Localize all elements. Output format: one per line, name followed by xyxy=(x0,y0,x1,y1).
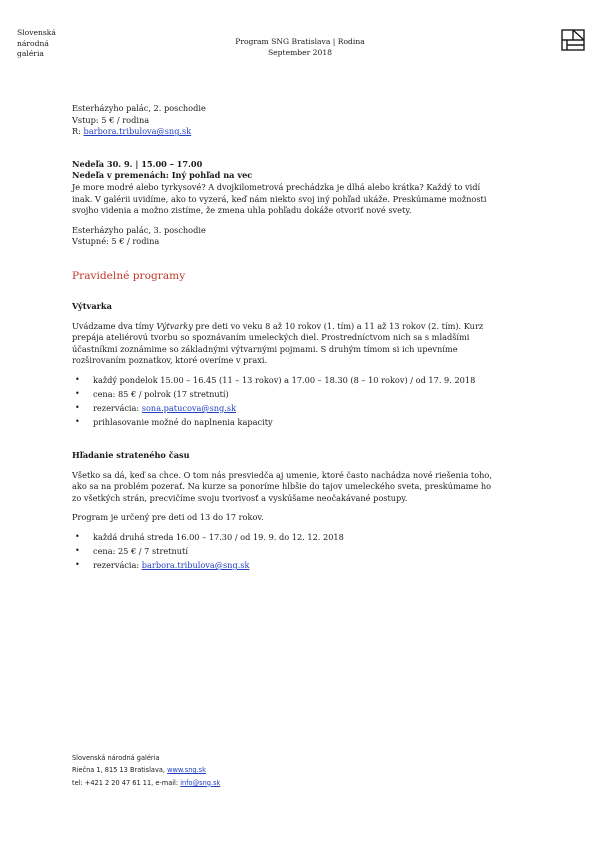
footer-address xyxy=(72,764,220,776)
event-reservation xyxy=(72,126,532,138)
program-description-line: účastníkmi zoznámime so základnými výtvarnými pojmami. S druhým tímom si ich upevníme xyxy=(72,343,458,354)
list-item: • prihlasovanie možné do naplnenia kapacity xyxy=(72,415,532,429)
contact-text: tel: +421 2 20 47 61 11, e-mail: xyxy=(72,778,181,787)
org-name xyxy=(17,28,56,60)
program-description-line: prepája ateliérovú tvorbu so spoznávaním umeleckých diel. Prostredníctvom nich sa s mladšími xyxy=(72,332,470,343)
reservation-label: rezervácia: xyxy=(93,559,142,570)
document-date: September 2018 xyxy=(267,47,333,57)
reservation-label: rezervácia: xyxy=(93,402,142,413)
org-name-line: národná xyxy=(17,38,49,48)
section-title: Pravidelné programy xyxy=(72,269,186,282)
program-audience: Program je určený pre deti od 13 do 17 rokov. xyxy=(72,512,264,523)
org-name-line: galéria xyxy=(17,49,44,58)
event-datetime: Nedeľa 30. 9. | 15.00 – 17.00 xyxy=(72,158,203,169)
program-description-line: rozširovaním poznatkov, ktoré overíme v praxi. xyxy=(72,355,268,366)
program-intro-text: Uvádzame dva tímy xyxy=(72,320,157,331)
list-item: • cena: 25 € / 7 stretnutí xyxy=(72,544,532,558)
page-footer xyxy=(72,752,220,789)
event-location: Esterházyho palác, 2. poschodie xyxy=(72,103,206,113)
program-details-list xyxy=(72,373,532,429)
address-text: Riečna 1, 815 13 Bratislava, xyxy=(72,766,168,775)
email-link[interactable]: barbora.tribulova@sng.sk xyxy=(141,559,250,570)
program-title: Výtvarka xyxy=(72,300,112,311)
program-description-line: Všetko sa dá, keď sa chce. O tom nás presviedča aj umenie, ktoré často nachádza nové riešenia toho, xyxy=(72,469,492,480)
list-item: • každá druhá streda 16.00 – 17.30 / od 19. 9. do 12. 12. 2018 xyxy=(72,530,532,544)
list-item xyxy=(72,558,532,572)
program-details-list xyxy=(72,530,532,572)
document-title: Program SNG Bratislava | Rodina xyxy=(235,37,365,46)
program-intro-text: pre deti vo veku 8 až 10 rokov (1. tím) a 11 až 13 rokov (2. tím). Kurz xyxy=(192,320,484,331)
footer-org-name: Slovenská národná galéria xyxy=(72,754,160,762)
email-link[interactable]: sona.patucova@sng.sk xyxy=(141,402,237,413)
list-item xyxy=(72,401,532,415)
program-intro xyxy=(72,321,532,333)
footer-contact xyxy=(72,777,220,789)
document-body xyxy=(72,103,532,572)
org-name-line: Slovenská xyxy=(17,28,56,37)
program-title: Hľadanie strateného času xyxy=(72,449,190,460)
reservation-label: R: xyxy=(72,126,84,137)
page-header xyxy=(200,37,400,58)
sng-logo-icon xyxy=(561,29,585,51)
program-description-line: ako sa na problém pozerať. Na kurze sa ponoríme hlbšie do tajov umeleckého sveta, preskúmame ho xyxy=(72,481,492,492)
event-description-line: inak. V galérii uvidíme, ako to vyzerá, keď nám niekto svoj iný pohľad ukáže. Preskúmame možnosti xyxy=(72,193,487,204)
event-description-line: svojho videnia a možno zistíme, že zmena uhla pohľadu dokáže otvoriť nové svety. xyxy=(72,205,412,216)
list-item: • každý pondelok 15.00 – 16.45 (11 – 13 rokov) a 17.00 – 18.30 (8 – 10 rokov) / od 17. 9. 2018 xyxy=(72,373,532,387)
event-title: Nedeľa v premenách: Iný pohľad na vec xyxy=(72,170,253,181)
program-name-italic: Výtvarky xyxy=(156,320,193,331)
event-price: Vstup: 5 € / rodina xyxy=(72,114,150,125)
email-link[interactable]: info@sng.sk xyxy=(180,778,221,787)
email-link[interactable]: barbora.tribulova@sng.sk xyxy=(83,126,192,137)
website-link[interactable]: www.sng.sk xyxy=(167,766,206,775)
event-description-line: Je more modré alebo tyrkysové? A dvojkilometrová prechádzka je dlhá alebo krátka? Každý to vidí xyxy=(72,181,481,192)
list-item: • cena: 85 € / polrok (17 stretnutí) xyxy=(72,387,532,401)
event-location: Esterházyho palác, 3. poschodie xyxy=(72,224,206,235)
event-price: Vstupné: 5 € / rodina xyxy=(72,236,160,247)
program-description-line: zo všetkých strán, precvičíme svoju tvorivosť a vyskúšame neočakávané postupy. xyxy=(72,492,408,503)
